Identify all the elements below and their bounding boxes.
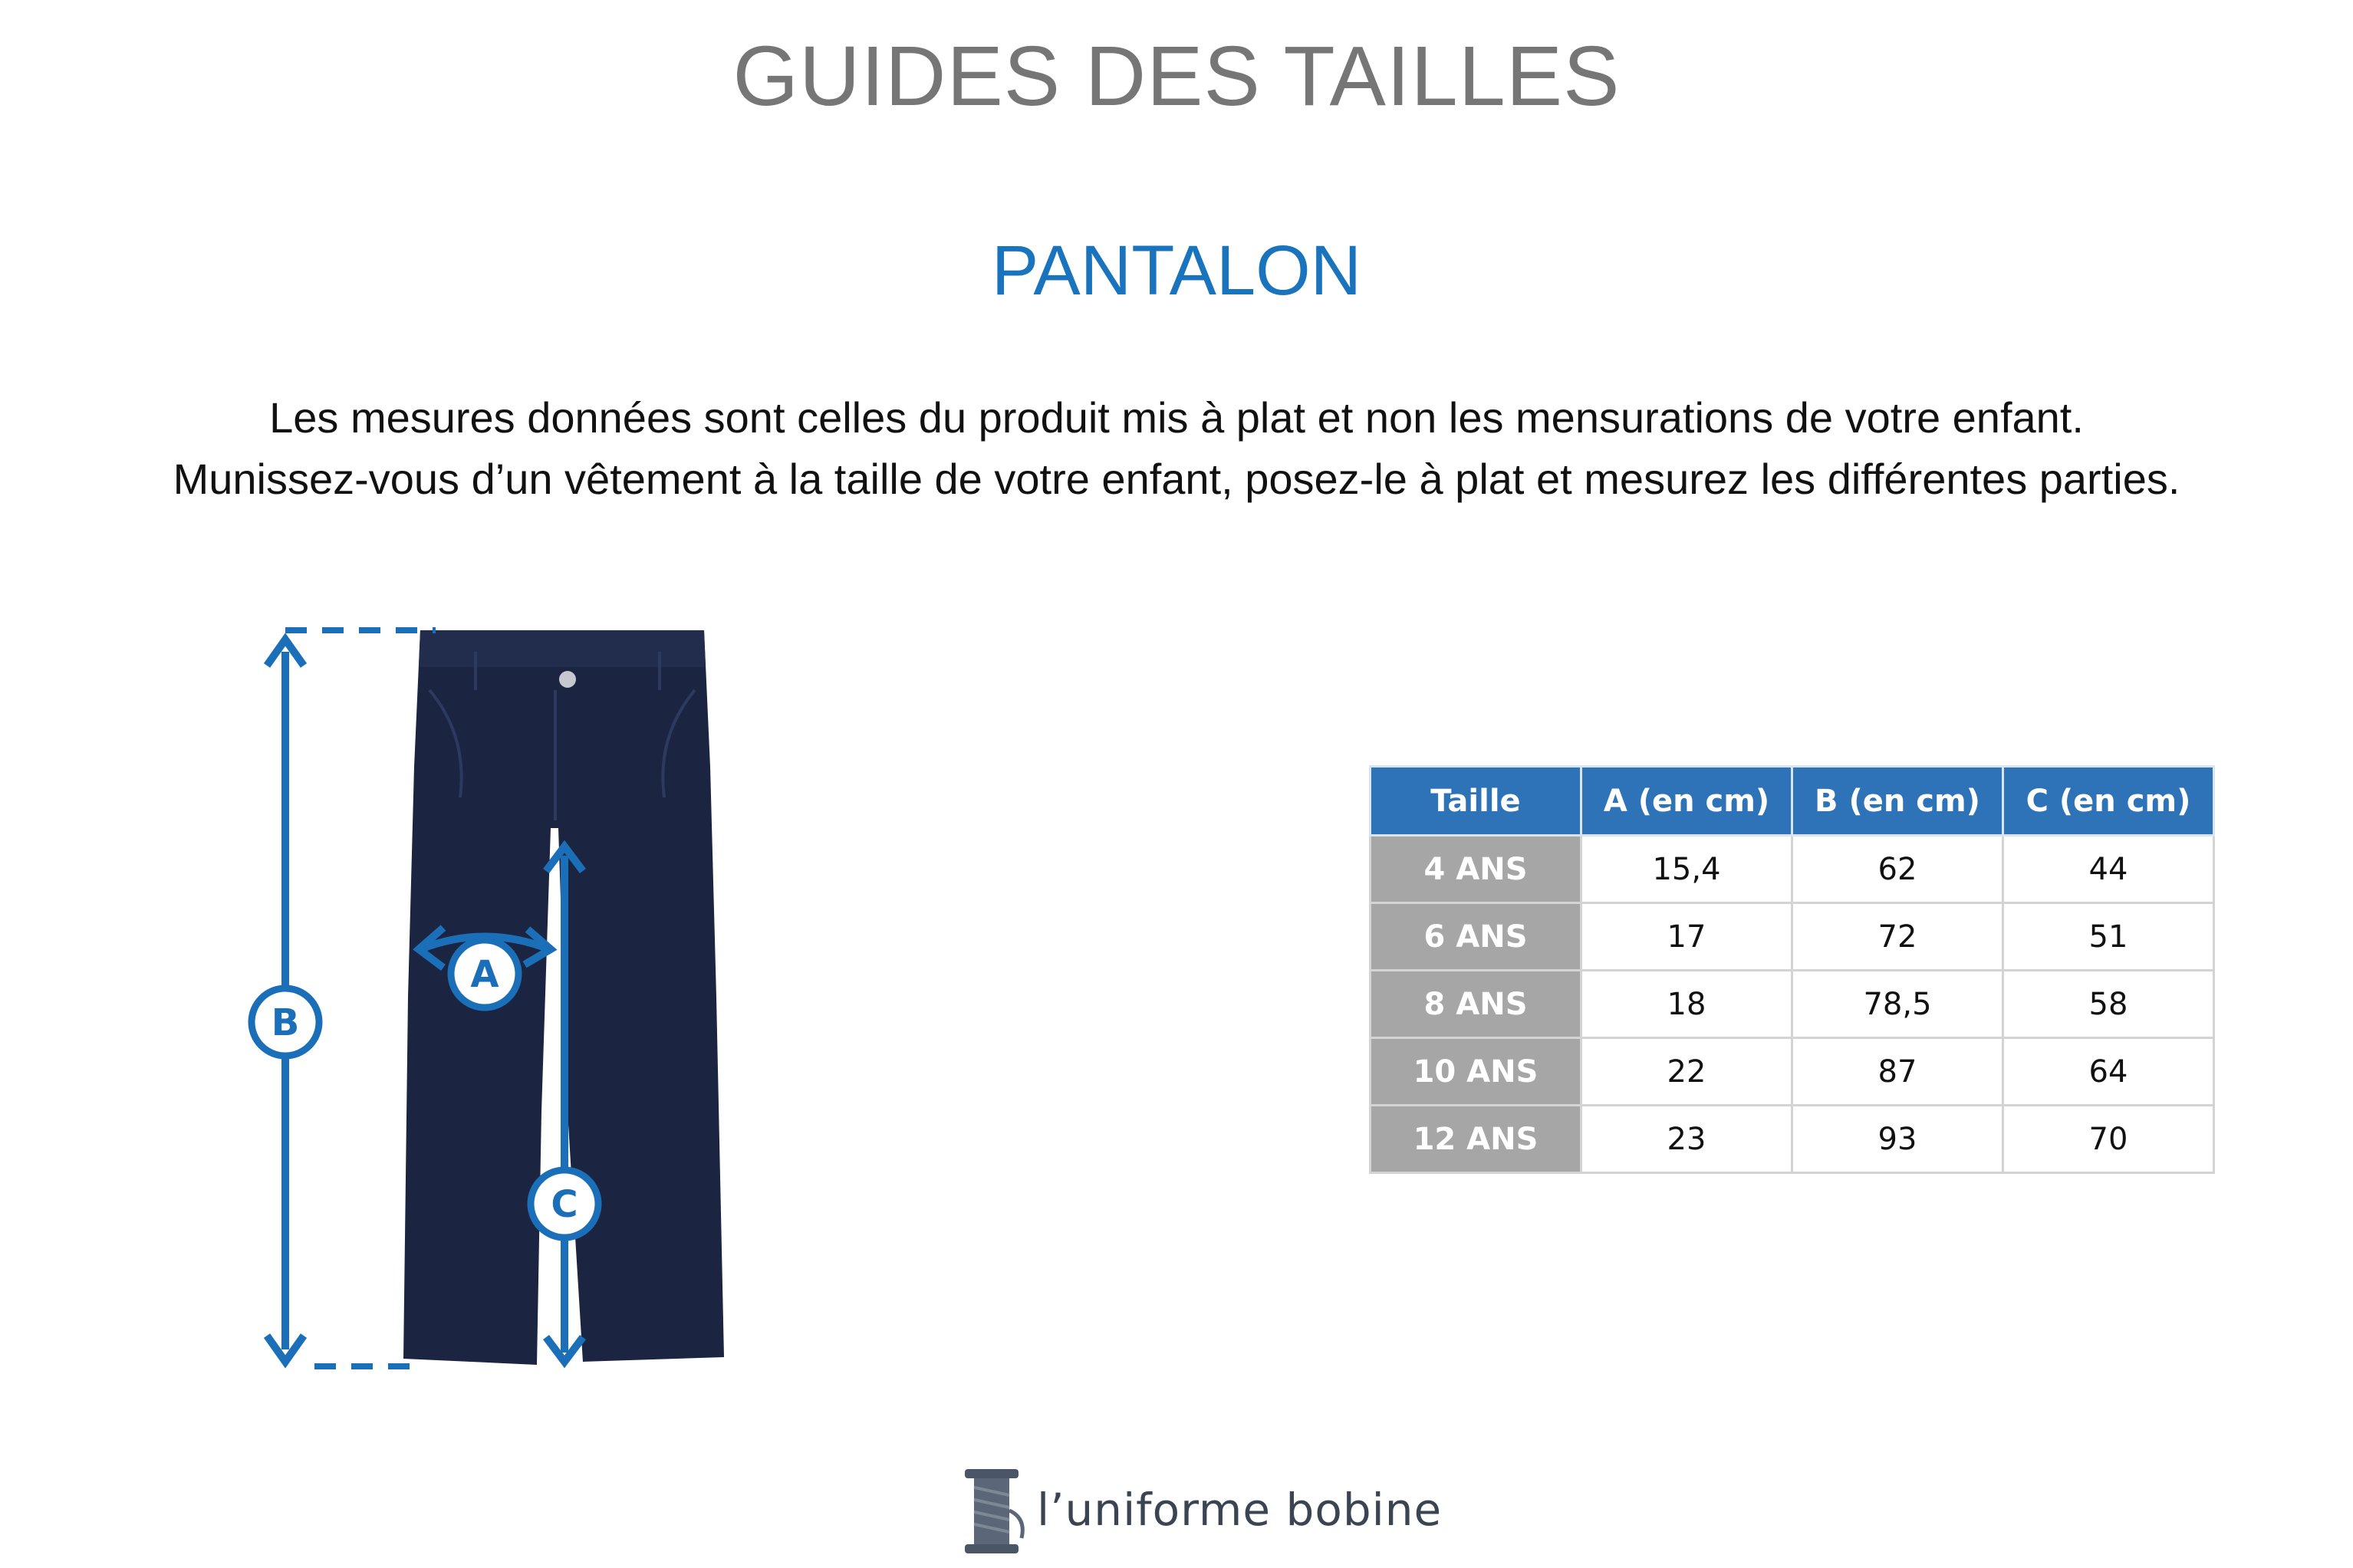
value-a: 17 xyxy=(1581,903,1792,971)
table-row xyxy=(1371,1106,2214,1173)
page-subtitle: PANTALON xyxy=(991,232,1362,310)
value-a: 18 xyxy=(1581,971,1792,1038)
pants-measurement-diagram xyxy=(0,0,767,1418)
value-b: 87 xyxy=(1792,1038,2003,1106)
pants-button-icon xyxy=(559,671,576,688)
size-table xyxy=(1369,765,2215,1174)
value-c: 70 xyxy=(2003,1106,2214,1173)
page-title: GUIDES DES TAILLES xyxy=(732,29,1621,123)
value-b: 93 xyxy=(1792,1106,2003,1173)
value-a: 15,4 xyxy=(1581,836,1792,903)
size-cell: 8 ANS xyxy=(1371,971,1581,1038)
pants-waistband xyxy=(419,630,706,667)
table-header-row xyxy=(1371,767,2214,836)
value-a: 23 xyxy=(1581,1106,1792,1173)
label-a: A xyxy=(470,953,499,996)
header-size: Taille xyxy=(1371,767,1581,836)
table-row xyxy=(1371,1038,2214,1106)
size-cell: 4 ANS xyxy=(1371,836,1581,903)
value-b: 78,5 xyxy=(1792,971,2003,1038)
value-c: 51 xyxy=(2003,903,2214,971)
value-c: 44 xyxy=(2003,836,2214,903)
value-b: 62 xyxy=(1792,836,2003,903)
brand-name: l’uniforme bobine xyxy=(1037,1484,1443,1536)
size-cell: 12 ANS xyxy=(1371,1106,1581,1173)
table-row xyxy=(1371,903,2214,971)
size-cell: 6 ANS xyxy=(1371,903,1581,971)
header-b: B (en cm) xyxy=(1792,767,2003,836)
label-b: B xyxy=(271,1001,300,1044)
intro-line-2: Munissez-vous d’un vêtement à la taille de votre enfant, posez-le à plat et mesurez les différentes parties. xyxy=(173,455,2180,503)
value-c: 58 xyxy=(2003,971,2214,1038)
label-c: C xyxy=(551,1183,578,1226)
value-c: 64 xyxy=(2003,1038,2214,1106)
table-row xyxy=(1371,971,2214,1038)
table-row xyxy=(1371,836,2214,903)
header-c: C (en cm) xyxy=(2003,767,2214,836)
header-a: A (en cm) xyxy=(1581,767,1792,836)
spool-logo-icon xyxy=(957,1464,1034,1556)
size-cell: 10 ANS xyxy=(1371,1038,1581,1106)
value-a: 22 xyxy=(1581,1038,1792,1106)
intro-line-1: Les mesures données sont celles du produit mis à plat et non les mensurations de votre enfant. xyxy=(269,393,2084,442)
value-b: 72 xyxy=(1792,903,2003,971)
